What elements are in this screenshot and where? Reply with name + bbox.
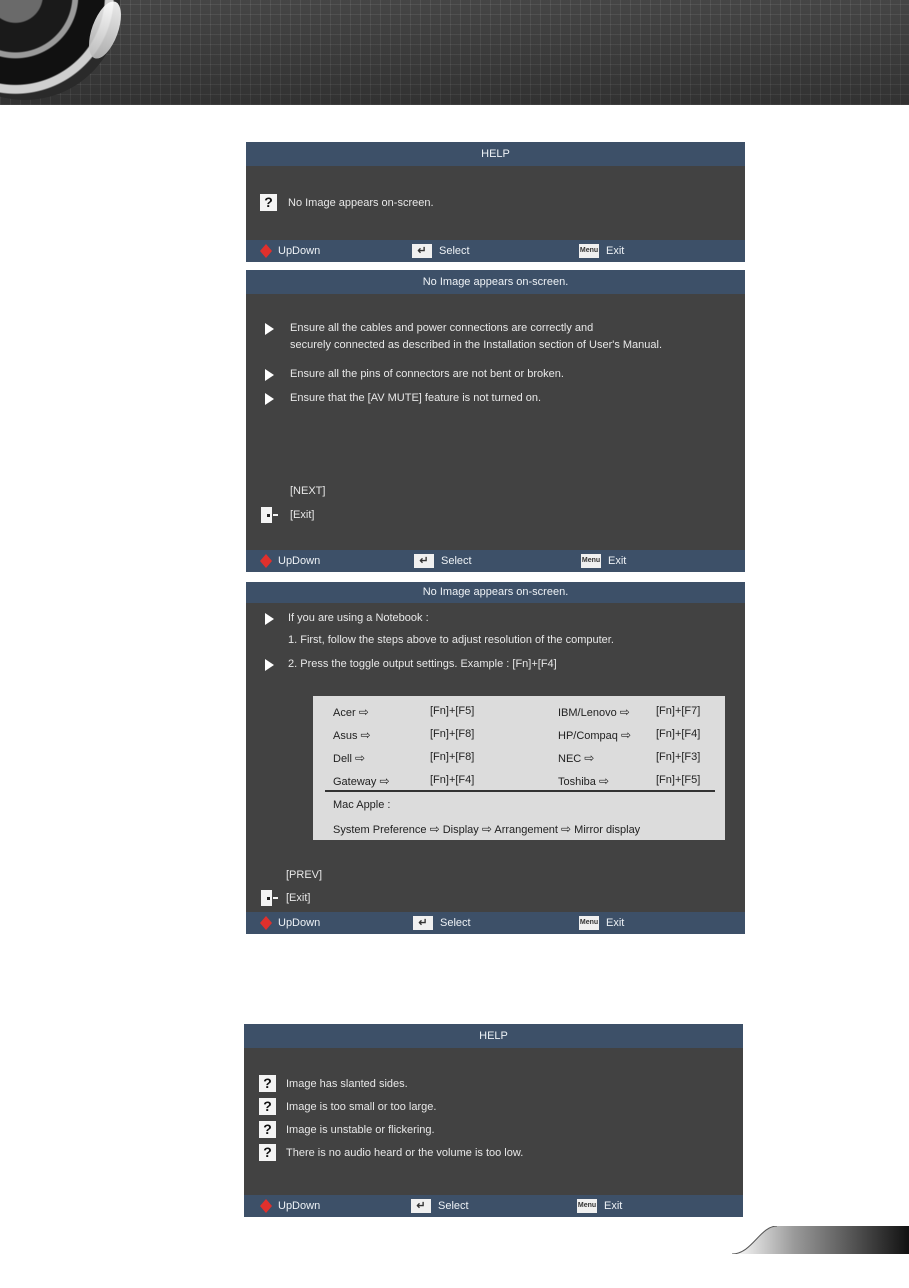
enter-key-icon: ↵ bbox=[411, 1199, 431, 1213]
brand-cell: Dell ⇨ bbox=[333, 751, 366, 765]
help-item-no-image[interactable]: No Image appears on-screen. bbox=[288, 197, 434, 209]
exit-hint: Menu Exit bbox=[579, 245, 625, 257]
updown-icon bbox=[260, 554, 272, 568]
prev-link[interactable]: [PREV] bbox=[286, 869, 323, 881]
step-text: 1. First, follow the steps above to adjust resolution of the computer. bbox=[288, 634, 614, 646]
select-hint: ↵ Select bbox=[414, 550, 472, 572]
osd-footer bbox=[246, 240, 745, 262]
exit-hint: Menu Exit bbox=[579, 917, 625, 929]
updown-icon bbox=[260, 1199, 272, 1213]
notebook-hotkey-table bbox=[313, 696, 725, 840]
osd-title: HELP bbox=[246, 142, 745, 166]
step-text: 2. Press the toggle output settings. Example : [Fn]+[F4] bbox=[288, 658, 557, 670]
menu-key-icon: Menu bbox=[577, 1199, 597, 1213]
enter-key-icon: ↵ bbox=[412, 244, 432, 258]
mac-label: Mac Apple : bbox=[333, 799, 391, 811]
osd-footer bbox=[246, 550, 745, 572]
bullet-arrow-icon bbox=[265, 393, 274, 405]
osd-footer bbox=[246, 912, 745, 934]
bullet-text: Ensure all the cables and power connections are correctly and bbox=[290, 322, 594, 334]
help-item[interactable]: Image is too small or too large. bbox=[286, 1101, 437, 1113]
help-item[interactable]: Image is unstable or flickering. bbox=[286, 1124, 435, 1136]
brand-cell: Acer ⇨ bbox=[333, 705, 369, 719]
updown-hint: UpDown bbox=[260, 550, 320, 572]
brand-cell: NEC ⇨ bbox=[558, 751, 595, 765]
bullet-text: securely connected as described in the Installation section of User's Manual. bbox=[290, 339, 663, 351]
updown-hint: UpDown bbox=[260, 1195, 320, 1217]
help-panel-2 bbox=[246, 270, 745, 572]
brand-cell: Gateway ⇨ bbox=[333, 774, 390, 788]
menu-key-icon: Menu bbox=[579, 916, 599, 930]
question-icon: ? bbox=[260, 194, 277, 211]
exit-link[interactable]: [Exit] bbox=[290, 509, 315, 521]
exit-hint: Menu Exit bbox=[577, 1200, 623, 1212]
table-divider bbox=[325, 790, 715, 792]
select-hint: ↵ Select bbox=[413, 912, 471, 934]
bullet-arrow-icon bbox=[265, 613, 274, 625]
brand-cell: Toshiba ⇨ bbox=[558, 774, 610, 788]
updown-icon bbox=[260, 244, 272, 258]
question-icon: ? bbox=[259, 1144, 276, 1161]
keys-cell: [Fn]+[F4] bbox=[656, 728, 701, 740]
page-corner-tab bbox=[732, 1226, 909, 1254]
help-panel-3 bbox=[246, 582, 745, 934]
keys-cell: [Fn]+[F7] bbox=[656, 705, 701, 717]
updown-hint: UpDown bbox=[260, 912, 320, 934]
keys-cell: [Fn]+[F4] bbox=[430, 774, 475, 786]
keys-cell: [Fn]+[F8] bbox=[430, 728, 475, 740]
bullet-arrow-icon bbox=[265, 659, 274, 671]
brand-cell: HP/Compaq ⇨ bbox=[558, 728, 632, 742]
osd-title: No Image appears on-screen. bbox=[246, 270, 745, 294]
help-panel-4 bbox=[244, 1024, 743, 1217]
question-icon: ? bbox=[259, 1075, 276, 1092]
osd-footer bbox=[244, 1195, 743, 1217]
exit-icon bbox=[261, 890, 277, 906]
menu-key-icon: Menu bbox=[581, 554, 601, 568]
help-item[interactable]: Image has slanted sides. bbox=[286, 1078, 408, 1090]
keys-cell: [Fn]+[F3] bbox=[656, 751, 701, 763]
keys-cell: [Fn]+[F5] bbox=[656, 774, 701, 786]
select-hint: ↵ Select bbox=[412, 240, 470, 262]
osd-title: No Image appears on-screen. bbox=[246, 582, 745, 603]
keys-cell: [Fn]+[F8] bbox=[430, 751, 475, 763]
bullet-arrow-icon bbox=[265, 323, 274, 335]
enter-key-icon: ↵ bbox=[414, 554, 434, 568]
question-icon: ? bbox=[259, 1098, 276, 1115]
bullet-text: If you are using a Notebook : bbox=[288, 612, 429, 624]
osd-title: HELP bbox=[244, 1024, 743, 1048]
keys-cell: [Fn]+[F5] bbox=[430, 705, 475, 717]
help-item[interactable]: There is no audio heard or the volume is too low. bbox=[286, 1147, 524, 1159]
bullet-text: Ensure that the [AV MUTE] feature is not turned on. bbox=[290, 392, 542, 404]
page-header-banner bbox=[0, 0, 909, 105]
menu-key-icon: Menu bbox=[579, 244, 599, 258]
exit-hint: Menu Exit bbox=[581, 555, 627, 567]
enter-key-icon: ↵ bbox=[413, 916, 433, 930]
next-link[interactable]: [NEXT] bbox=[290, 485, 326, 497]
exit-icon bbox=[261, 507, 277, 523]
brand-cell: IBM/Lenovo ⇨ bbox=[558, 705, 630, 719]
mac-path: System Preference ⇨ Display ⇨ Arrangement ⇨ Mirror display bbox=[333, 822, 641, 836]
bullet-arrow-icon bbox=[265, 369, 274, 381]
question-icon: ? bbox=[259, 1121, 276, 1138]
select-hint: ↵ Select bbox=[411, 1195, 469, 1217]
updown-hint: UpDown bbox=[260, 240, 320, 262]
bullet-text: Ensure all the pins of connectors are not bent or broken. bbox=[290, 368, 564, 380]
brand-cell: Asus ⇨ bbox=[333, 728, 371, 742]
exit-link[interactable]: [Exit] bbox=[286, 892, 311, 904]
updown-icon bbox=[260, 916, 272, 930]
help-panel-1 bbox=[246, 142, 745, 262]
